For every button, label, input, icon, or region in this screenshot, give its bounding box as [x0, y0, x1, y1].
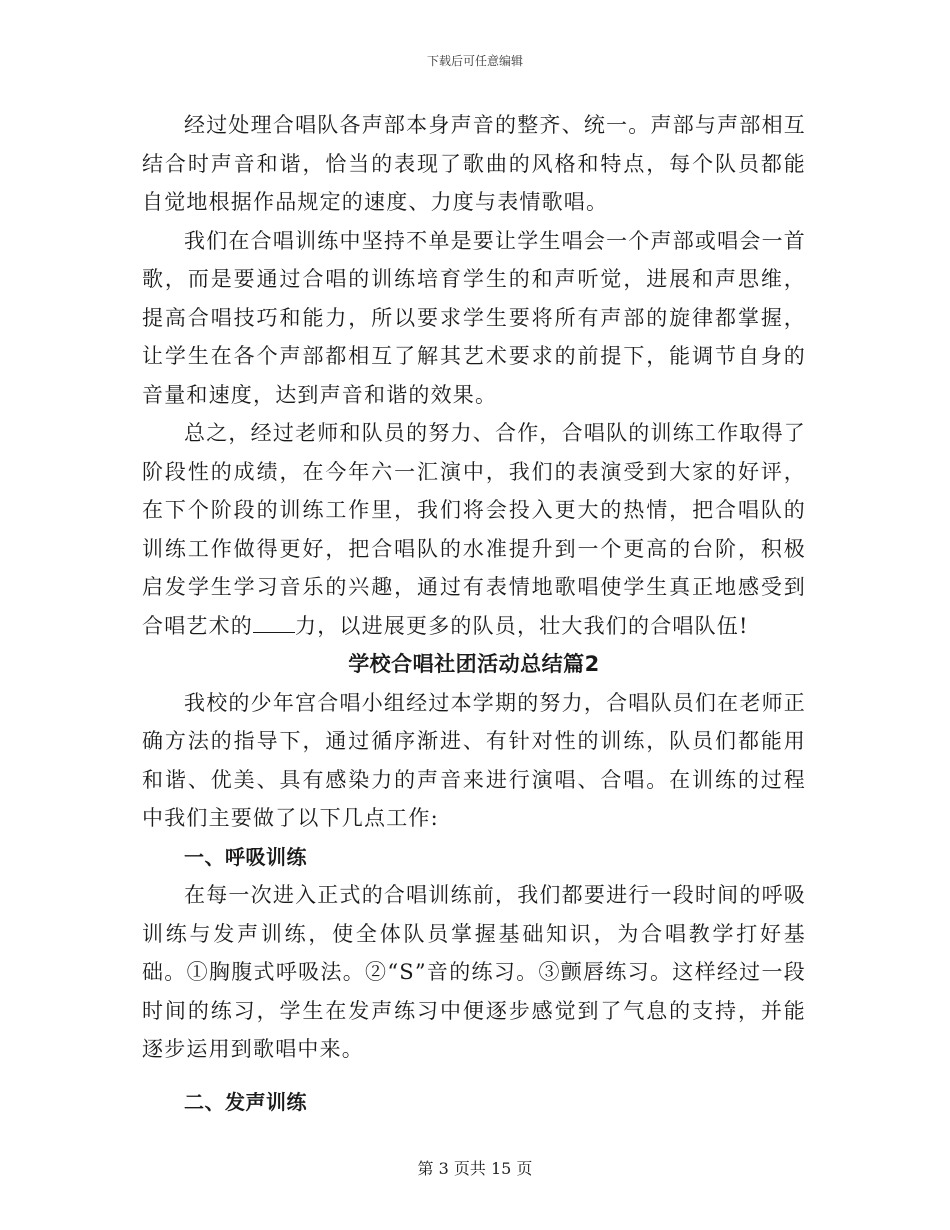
- paragraph-1: 经过处理合唱队各声部本身声音的整齐、统一。声部与声部相互结合时声音和谐，恰当的表现了歌曲的风格和特点，每个队员都能自觉地根据作品规定的速度、力度与表情歌唱。: [142, 113, 806, 214]
- page-header: 下载后可任意编辑: [426, 54, 523, 68]
- section-title: 学校合唱社团活动总结篇2: [348, 652, 600, 676]
- paragraph-3-text-end: 力，以进展更多的队员，壮大我们的合唱队伍!: [295, 613, 749, 638]
- heading-breathing-training: 一、呼吸训练: [184, 844, 307, 869]
- fill-in-blank: [253, 614, 295, 633]
- paragraph-3: [142, 414, 806, 645]
- paragraph-5: 在每一次进入正式的合唱训练前，我们都要进行一段时间的呼吸训练与发声训练，使全体队员掌握基础知识，为合唱教学打好基础。①胸腹式呼吸法。②“S”音的练习。③颤唇练习。这样经过一段时间的练习，学生在发声练习中便逐步感觉到了气息的支持，并能逐步运用到歌唱中来。: [142, 883, 806, 1061]
- heading-vocal-training: 二、发声训练: [184, 1089, 307, 1114]
- document-body: [142, 106, 806, 1121]
- paragraph-4: 我校的少年宫合唱小组经过本学期的努力，合唱队员们在老师正确方法的指导下，通过循序渐进、有针对性的训练，队员们都能用和谐、优美、具有感染力的声音来进行演唱、合唱。在训练的过程中我们主要做了以下几点工作:: [142, 690, 806, 830]
- paragraph-2: 我们在合唱训练中坚持不单是要让学生唱会一个声部或唱会一首歌，而是要通过合唱的训练培育学生的和声听觉，进展和声思维，提高合唱技巧和能力，所以要求学生要将所有声部的旋律都掌握，让学生在各个声部都相互了解其艺术要求的前提下，能调节自身的音量和速度，达到声音和谐的效果。: [142, 228, 806, 407]
- paragraph-3-text-start: 总之，经过老师和队员的努力、合作，合唱队的训练工作取得了阶段性的成绩，在今年六一汇演中，我们的表演受到大家的好评，在下个阶段的训练工作里，我们将会投入更大的热情，把合唱队的训练工作做得更好，把合唱队的水准提升到一个更高的台阶，积极启发学生学习音乐的兴趣，通过有表情地歌唱使学生真正地感受到合唱艺术的: [142, 421, 806, 638]
- page-number: 第 3 页共 15 页: [417, 1159, 533, 1178]
